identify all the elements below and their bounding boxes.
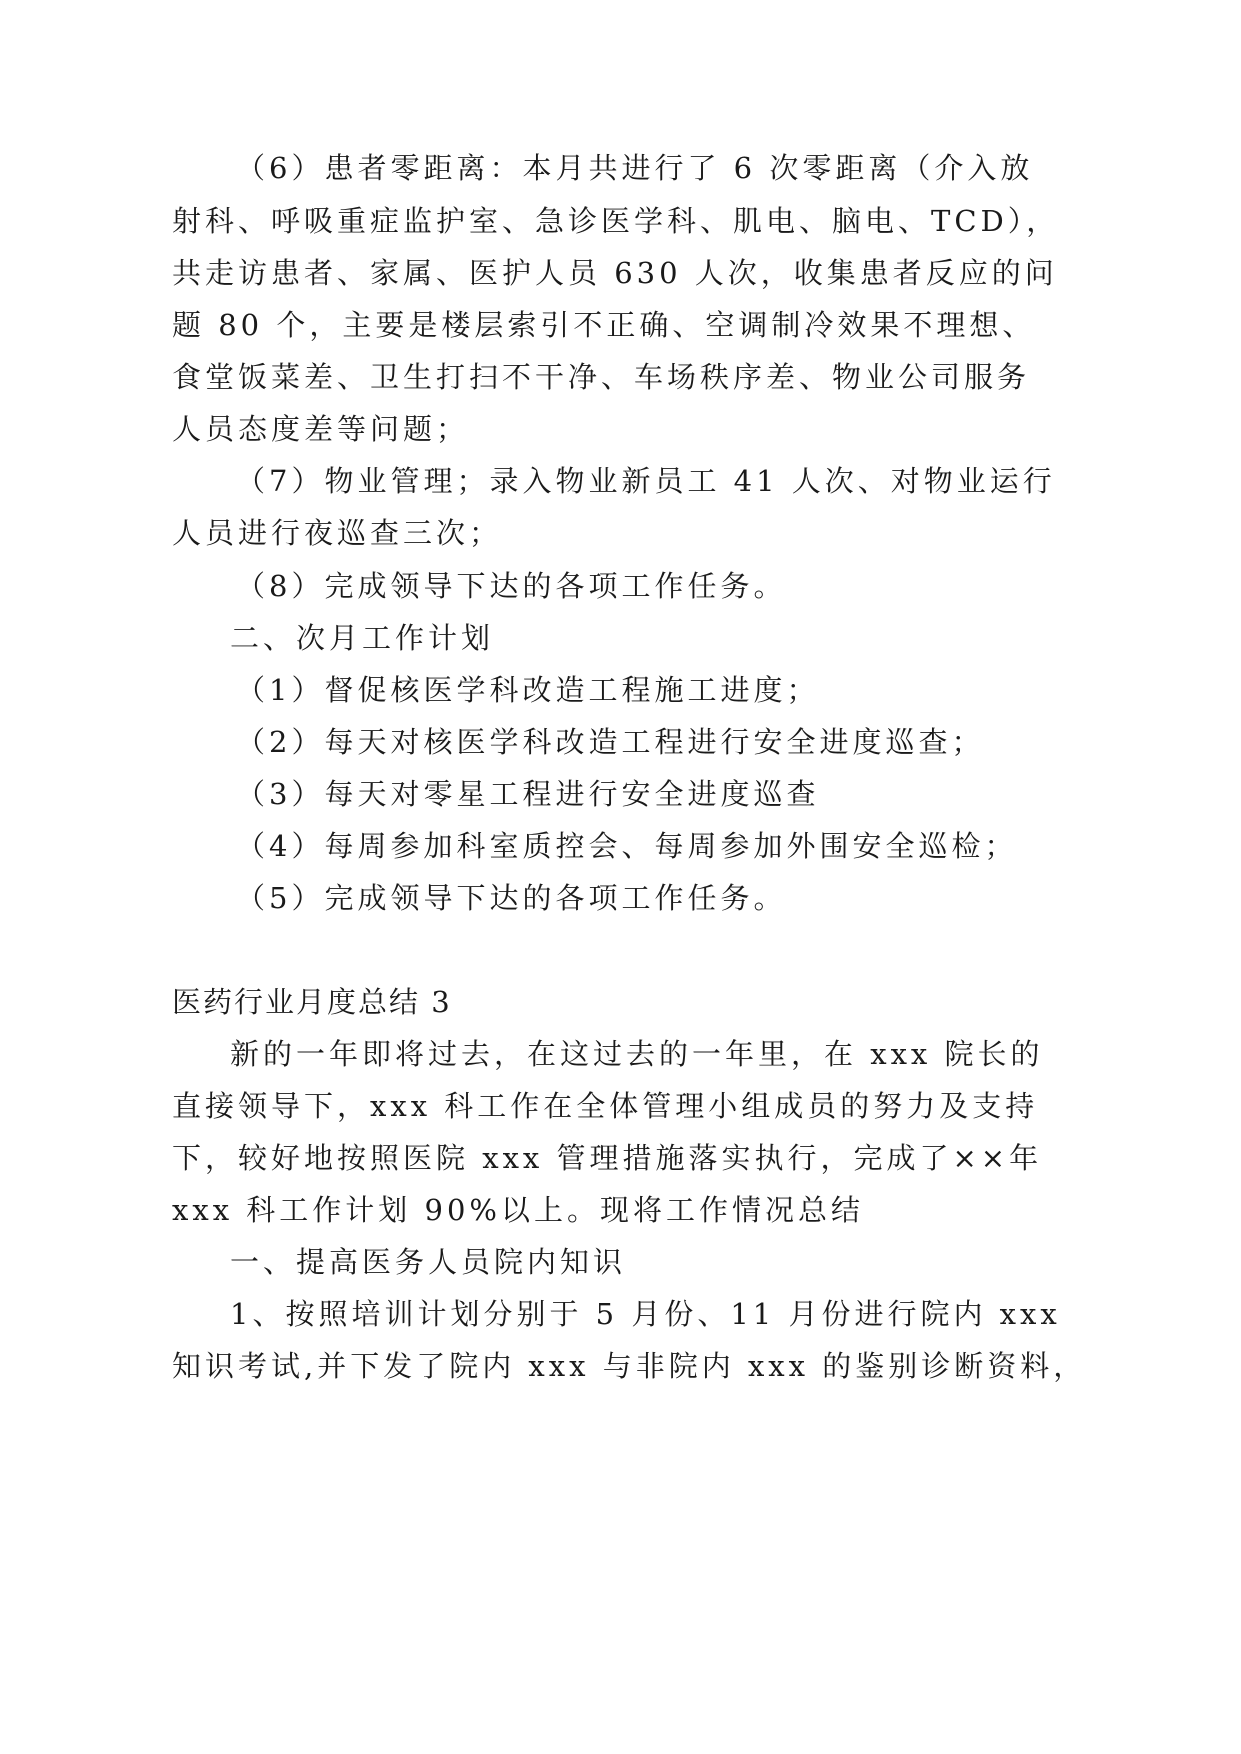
paragraph-line: （7）物业管理；录入物业新员工 41 人次、对物业运行 — [236, 464, 1056, 498]
paragraph-line: 1、按照培训计划分别于 5 月份、11 月份进行院内 xxx — [230, 1297, 1061, 1331]
list-item: （3）每天对零星工程进行安全进度巡查 — [236, 777, 820, 811]
paragraph-line: （8）完成领导下达的各项工作任务。 — [236, 569, 787, 603]
paragraph-line: 新的一年即将过去，在这过去的一年里，在 xxx 院长的 — [230, 1037, 1044, 1071]
paragraph-line: 题 80 个，主要是楼层索引不正确、空调制冷效果不理想、 — [172, 308, 1036, 342]
paragraph-line: 人员进行夜巡查三次； — [172, 516, 503, 550]
paragraph-line: xxx 科工作计划 90%以上。现将工作情况总结 — [172, 1193, 864, 1227]
list-item: （2）每天对核医学科改造工程进行安全进度巡查； — [236, 725, 985, 759]
paragraph-line: 知识考试,并下发了院内 xxx 与非院内 xxx 的鉴别诊断资料， — [172, 1349, 1087, 1383]
paragraph-line: 射科、呼吸重症监护室、急诊医学科、肌电、脑电、TCD）， — [172, 204, 1060, 238]
document-title: 医药行业月度总结 3 — [172, 985, 452, 1019]
paragraph-line: 下，较好地按照医院 xxx 管理措施落实执行，完成了××年 — [172, 1141, 1043, 1175]
list-item: （1）督促核医学科改造工程施工进度； — [236, 673, 820, 707]
section-heading: 二、次月工作计划 — [230, 621, 495, 655]
paragraph-line: （6）患者零距离：本月共进行了 6 次零距离（介入放 — [236, 151, 1034, 185]
paragraph-line: 食堂饭菜差、卫生打扫不干净、车场秩序差、物业公司服务 — [172, 360, 1031, 394]
paragraph-line: 人员态度差等问题； — [172, 412, 470, 446]
list-item: （5）完成领导下达的各项工作任务。 — [236, 881, 787, 915]
list-item: （4）每周参加科室质控会、每周参加外围安全巡检； — [236, 829, 1018, 863]
paragraph-line: 直接领导下，xxx 科工作在全体管理小组成员的努力及支持 — [172, 1089, 1039, 1123]
section-heading: 一、提高医务人员院内知识 — [230, 1245, 627, 1279]
paragraph-line: 共走访患者、家属、医护人员 630 人次，收集患者反应的问 — [172, 256, 1058, 290]
